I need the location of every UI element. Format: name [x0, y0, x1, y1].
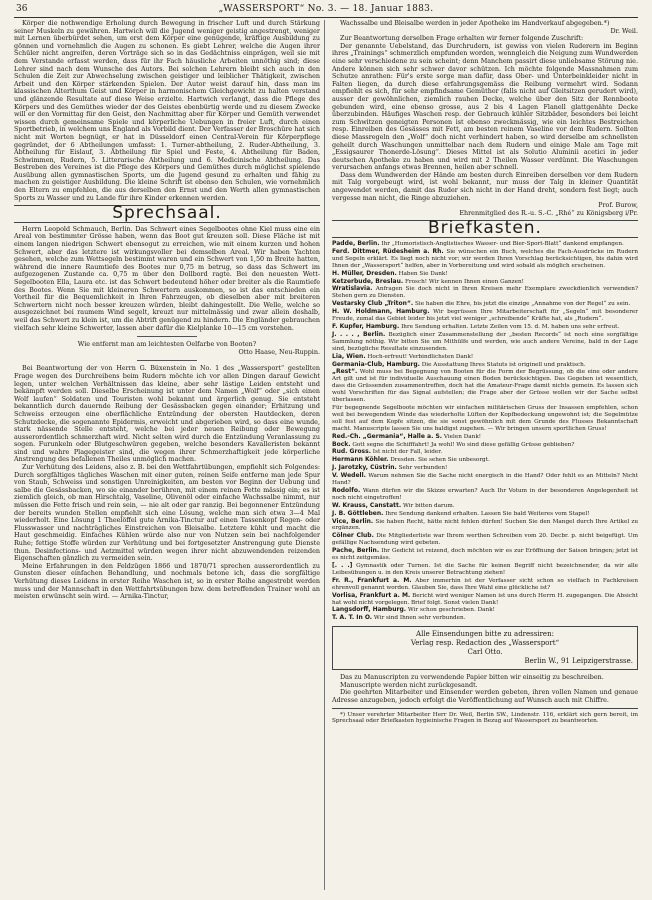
entry-text: Sie haben die Ehre, bis jetzt die einzige „Annahme von der Regel“ zu sein. [414, 301, 631, 308]
entry-recipient: Ketzerbude, Breslau. [332, 277, 404, 285]
answer-paragraph: Bei Beantwortung der von Herrn G. Büxenstein in No. 1 des „Wassersport“ gestellten Frage wegen des Durchreibens beim Rudern möchte ich vor allen Dingen darauf Gewicht legen, unter welchen Verhältnissen das kleine, aber sehr lästige Leiden entsteht und bekämpft werden soll. Dieselbe Erscheinung ist unter dem Namen „Wolf“ oder „sich einen Wolf laufen“ Soldaten und Touristen wohl bekannt und ärgerlich genug. Sie entsteht bekanntlich durch dauernde Reibung der Gesässbacken gegen einander; Erhitzung und Schweiss erzeugen eine oberflächliche Entzündung der obersten Hautdecken, deren Schutzdecke, die sogenannte Epidermis, erweicht und abgerieben wird, so dass eine wunde, stark nässende Stelle entsteht, welche bei jeder neuen Reibung oder Bewegung ausserordentlich schmerzhaft wird. Nicht selten wird durch die Entzündung Veranlassung zu sogen. Furunkeln oder Blutgeschwüren gegeben, welche besonders Kavalleristen bekannt sind und wahre Plagegeister sind, die wegen ihrer Schmerzhaftigkeit jede körperliche Anstrengung des befallenen Theiles unmöglich machen. [14, 364, 320, 464]
briefkasten-entry [332, 457, 638, 464]
entry-text: Sie haben Recht, hätte nicht fehlen dürfen! Suchen Sie den Mangel durch Ihre Artikel zu ergänzen. [332, 518, 639, 532]
briefkasten-entry [332, 309, 638, 323]
address-line: Alle Einsendungen bitte zu adressiren: [416, 630, 554, 639]
briefkasten-entry [332, 533, 638, 547]
entry-recipient: F. Kupfer, Hamburg. [332, 323, 400, 330]
entry-text: Ihre Sendung erhalten. Letzte Zeilen vom 15. d. M. haben uns sehr erfreut. [401, 324, 620, 330]
briefkasten-entry [332, 369, 638, 404]
header-rule [14, 17, 638, 18]
right-column [332, 20, 638, 725]
entry-recipient: Cölner Club. [332, 532, 374, 540]
address-line: Verlag resp. Redaction des „Wassersport“ [410, 639, 560, 648]
answer-signature: Dr. Weil. [610, 26, 638, 35]
divider [137, 360, 197, 361]
notice-paragraph: Das zu Manuscripten zu verwendende Papier bitten wir einseitig zu beschreiben. [340, 673, 604, 682]
entry-recipient: H. W. Holdmann, Hamburg. [332, 308, 430, 316]
entry-text: Sie wünschen ein Buch, welches die Fach-Ausdrücke im Rudern und Segeln erklärt. Es liegt noch nicht vor; wir werden Ihren Vorschlag berücksichtigen, bis dahin wird Ihnen der „Wassersport“ helfen, aber in Vorbereitung und wird sobald als möglich erscheinen. [332, 248, 639, 269]
entry-recipient: [. . .] [332, 562, 353, 569]
entry-text: Wohl muss bei Begegnung von Booten für die Form der Begrüssung, ob die eine oder andere Art gilt und ist für individuelle Auschauung einen Boden berücksichtigen. Das Gegeben ist wesentlich, dass die Grüssenden zusammentreffen, doch hat die Amateur-Frage damit nichts gemein. Es lassen sich wohl Vorschriften für das Signal aufstellen; die Frage aber der Grüsse wollen wir der Sache selbst überlassen. [332, 369, 638, 404]
briefkasten-entry [332, 301, 638, 308]
entry-recipient: Ferd. Dittmer, Rüdesheim a. Rh. [332, 247, 444, 255]
briefkasten-entry [332, 449, 638, 456]
entry-text: Ihr „Humoristisch-Anglistisches Wasser- und Bier-Sport-Blatt“ dankend empfangen. [381, 241, 624, 248]
entry-recipient: „Rest“. [332, 368, 358, 376]
entry-text: Sehr verbunden! [398, 465, 448, 472]
entry-text: Wir schon geschrieben. Dank! [407, 607, 495, 614]
page-number: 36 [16, 4, 28, 14]
entry-text: Bezüglich einer Zusammenstellung der „besten Records“ ist noch eine sorgfältige Sammlung nöthig. Wir bitten Sie um Mithülfe und werden, wie auch andere Vereine, bald in der Lage sind, bezügliche Resultate einzusenden. [332, 331, 639, 352]
entry-recipient: Bock. [332, 440, 351, 448]
entry-text: Gymnastik oder Turnen. Ist die Sache für keinen Begriff nicht bezeichnender, da wir alle Leibesübungen u. in den Kreis unserer Betrachtung ziehen! [332, 563, 638, 576]
entry-recipient: Vice, Berlin. [332, 517, 374, 525]
sprechsaal-heading: Sprechsaal. [112, 203, 222, 224]
entry-text: Vielen Dank! [443, 433, 482, 440]
signature-name: Prof. Burow, [598, 201, 638, 210]
briefkasten-entry [332, 519, 638, 533]
entry-recipient: Fr. R., Frankfurt a. M. [332, 576, 412, 584]
entry-recipient: Padde, Berlin. [332, 240, 380, 248]
briefkasten-entry [332, 563, 638, 577]
entry-text: Wann dürfen wir die Skizze erwarten? Auch Ihr Votum in der besonderen Angelegenheit ist noch nicht eingetroffen! [332, 487, 639, 501]
answer-paragraph: Zur Verhütung des Leidens, also z. B. bei den Wettfahrtübungen, empfiehlt sich Folgendes: Durch sorgfältiges tägliches Waschen mit einer guten, reinen Seife entferne man jede Spur von Staub, Schweiss und sonstigen Unreinigkeiten, am besten vor Beginn der Uebung und salbe die Gesässbacken, wo sie einander berühren, mit einem reinen Fette mässig ein; es ist ziemlich gleich, ob man Hirschtalg, Vaseline, Olivenöl oder einfache Wachssalbe nimmt, nur müssen die Fette frisch und rein sein, — nie alt oder gar ranzig. Bei begonnener Entzündung der bereits wunden Stellen empfiehlt sich eine Lösung, welche man sich etwa 3—4 Mal wiederholt. Eine Lösung 1 Theelöffel gute Arnika-Tinctur auf einen Tassenkopf Regen- oder Flusswasser und nachträgliches Einstreichen von Bleisalbe. Letztere kühlt und macht die Haut geschmeidig. Einfaches Kühlen würde also nur von Nutzen sein bei nachfolgender Ruhe; fettige Stoffe würden zur Verhütung und bei fortgesetzter Anstrengung gute Dienste thun. Desinfections- und Aetzmittel würden wegen ihrer nicht abzuwendenden reizenden Eigenschaften gänzlich zu vermeiden sein. [14, 463, 320, 563]
entry-recipient: Rodolfo. [332, 486, 361, 494]
entry-text: Gott segne die Schifffahrt! Ja wohl! Wo sind diese gefällig Grüsse geblieben? [352, 441, 575, 448]
running-head: „WASSERSPORT“ No. 3. — 18. Januar 1883. [218, 4, 434, 14]
answer-continuation: Wachssalbe und Bleisalbe werden in jeder Apotheke im Handverkauf abgegeben.*) [340, 19, 610, 27]
entry-recipient: Hermann Köhler. [332, 456, 389, 464]
briefkasten-entry [332, 503, 638, 510]
entry-recipient: V. Wedell. [332, 472, 366, 480]
entry-recipient: Vorlisa, Frankfurt a. M. [332, 591, 411, 599]
entry-text: Frosch! Wir kennen Ihnen einen Ganzen! [404, 278, 524, 285]
entry-recipient: J. . . . , Berlin. [332, 330, 386, 338]
briefkasten-entry [332, 405, 638, 433]
divider [137, 336, 197, 337]
notice-paragraph: Manuscripte werden nicht zurückgesandt. [340, 680, 478, 689]
entry-text: Für begegnende Segelboote möchten wir einfachen militärischen Gruss der Insassen empfehlen, schon weil bei bewegendem Winde das wiederholte Lüften der Kopfbedeckung ungewohnt ist; die Segelmütze soll fest auf dem Kopfe sitzen, die sie sonst gewöhnlich mit dem Grunde des Flusses Bekanntschaft macht. Manuscripte lassen Sie uns baldigst zugehen. — Wir bringen unsern sportlichen Gruss! [332, 404, 638, 432]
entry-recipient: Germania-Club, Hamburg. [332, 360, 420, 368]
briefkasten-entry [332, 511, 638, 518]
entry-recipient: T. A. T. In O. [332, 614, 373, 622]
briefkasten-entry [332, 241, 638, 248]
intro-paragraph: Zur Beantwortung derselben Frage erhalten wir ferner folgende Zuschrift: [340, 34, 584, 43]
briefkasten-entry [332, 593, 638, 607]
page-header [14, 4, 638, 18]
entry-text: Bericht wird weniger Namen ist uns durch Herrn H. zugegangen. Die Absicht hat wohl nicht vorgelegen. Brief folgt. Sonst vielen Dank! [332, 592, 639, 606]
signature-title: Ehrenmitglied des R.-u. S.-C. „Rhé“ zu Königsberg i/Pr. [459, 208, 638, 217]
briefkasten-entry [332, 324, 638, 331]
entry-text: Wir begrüssen Ihre Mitarbeiterschaft für „Segeln“ mit besonderer Freude, zumal das Gebiet leider bis jetzt viel weniger „schreibende“ Kräfte hat, als „Rudern“. [332, 309, 638, 323]
entry-recipient: Pache, Berlin. [332, 547, 380, 555]
sprechsaal-answer-schwert: Herrn Leopold Schmauch, Berlin. Das Schwert eines Segelbootes ohne Kiel muss eine ein Areal von bestimmter Grösse haben, wenn das Boot gut kreuzen soll. Diese Fläche ist mit einem langen niedrigen Schwert ebensogut zu erreichen, wie mit einem kurzen und hohen Schwert, aber das letztere ist wirkungsvoller bei demselben Areal. Wir haben Yachten gesehen, welche zum Wettsegeln bestimmt waren und ein Schwert von 1,50 m Breite hatten, während die innere Raumtiefe des Bootes nur 0,75 m betrug, so dass das Schwert im aufgezogenen Zustande ca. 0,75 m über den Dollbord ragte. Bei den neuesten Wett-Segelbooten Ella, Laura etc. ist das Schwert bedeutend höher oder breiter als die Raumtiefe des Bootes. Wenn Sie mit kleineren Schwertern auskommen, so ist das entschieden ein Vortheil für die Bequemlichkeit in Ihren Fahrzeugen, ob dieselben aber mit breiteren Schwertern nicht noch besser kreuzen würden, bleibt dahingestellt. Die Welle, welche so ausgezeichnet bei raumem Wind segelt, kreuzt nur mittelmässig und zwar allein deshalb, weil das Schwert zu klein ist, um die Abtrift genügend zu hindern. Die Engländer gebrauchen vielfach sehr kleine Schwerter, lassen aber dafür die Kielplanke 10—15 cm vorstehen. [14, 224, 320, 332]
entry-text: Anfragen Sie doch nicht in Ihren Kreisen mehr Exemplare zweckdienlich verwenden? Stehen gern zu Diensten. [332, 286, 639, 300]
briefkasten-entry [332, 578, 638, 592]
entry-text: Haben Sie Dank! [398, 270, 448, 277]
column-divider [324, 20, 325, 890]
entry-text: Wir bitten darum. [402, 502, 455, 509]
entry-text: Die Mitgliederliste war Ihrem werthen Schreiben vom 20. Decbr. p. nicht beigefügt. Um gefällige Nachsendung wird gebeten. [332, 533, 639, 547]
briefkasten-entry [332, 465, 638, 472]
entry-text: Warum nehmen Sie die Sache nicht energisch in die Hand? Oder fehlt es an Mitteln? Nicht Hand? [332, 473, 639, 487]
briefkasten-entry [332, 286, 638, 300]
question-author: Otto Haase, Neu-Ruppin. [238, 347, 320, 356]
answer-paragraph: Meine Erfahrungen in den Feldzügen 1866 und 1870/71 sprechen ausserordentlich zu Gunsten dieser einfachen Behandlung, und nochmals betone ich, dass die sorgfältige Verhütung dieses Leidens in erster Reihe Waschen ist, so in erster Reihe angestrebt werden muss und der Mannschaft in den Wettfahrtsübungen bzw. dem betreffenden Trainer wohl an meisten erwünscht sein wird. — Arnika-Tinctur, [14, 561, 320, 601]
entry-recipient: Vestarsky Club „Triton“. [332, 300, 414, 308]
briefkasten-entry [332, 548, 638, 562]
entry-recipient: Lia, Wien. [332, 352, 366, 360]
briefkasten-entry [332, 279, 638, 286]
entry-text: Die Ausstattung Ihres Statuts ist originell und praktisch. [421, 361, 586, 368]
footnote-rule [332, 708, 638, 709]
entry-recipient: Rud. Gross. [332, 448, 371, 456]
briefkasten-heading: Briefkasten. [428, 218, 542, 239]
entry-recipient: H. Müller, Dresden. [332, 269, 397, 277]
briefkasten-list [332, 241, 638, 622]
entry-recipient: W. Krauss, Canstatt. [332, 501, 402, 509]
entry-text: Dresden. Sie sehen Sie unbesorgt. [390, 457, 490, 464]
briefkasten-entry [332, 354, 638, 361]
entry-text: Ihr Gedicht ist reizend, doch möchten wir es zur Eröffnung der Saison bringen; jetzt ist es nicht zeitgemäss. [332, 548, 638, 562]
left-column [14, 20, 320, 601]
briefkasten-entry [332, 362, 638, 369]
entry-text: Ist nicht der Fall, leider. [372, 449, 443, 456]
address-box [332, 626, 638, 670]
entry-recipient: Wratislavia. [332, 285, 373, 293]
briefkasten-entry [332, 249, 638, 270]
entry-recipient: J. B. Göttleben. [332, 509, 384, 517]
briefkasten-entry [332, 607, 638, 614]
entry-text: Ihre Sendung dankend erhalten. Lassen Sie bald Weiteres vom Stapel! [385, 510, 590, 517]
footnote: *) Unser verehrter Mitarbeiter Herr Dr. Weil, Berlin SW., Lindenstr. 116, erklärt sich gern bereit, im Sprechsaal oder Briefkasten hygieinische Fragen in Bezug auf Wassersport zu beantworten. [332, 711, 638, 725]
address-line: Carl Otto. [467, 648, 503, 657]
entry-text: Wir sind Ihnen sehr verbunden. [373, 615, 466, 622]
entry-text: Aber immerhin ist der Verfasser sicht schon so vielfach in Fachkreisen ehrenvoll genannt worden. Glauben Sie, dass Ihre Wahl eine glückliche ist? [332, 577, 639, 591]
briefkasten-entry [332, 271, 638, 278]
briefkasten-entry [332, 473, 638, 487]
briefkasten-entry [332, 615, 638, 622]
answer-paragraph: Der genannte Uebelstand, das Durchrudern, ist gewiss von vielen Ruderern im Beginn ihres „Trainings“ schmerzlich empfunden worden, wenngleich die Neigung zum Wundwerden eine sehr verschiedene zu sein scheint; denn Manchem passirt diese unliebsame Störung nie. Andere können sich sehr schwer davor schützen. Ich möchte folgende Massnahmen zum Schutze anrathen: Für's erste sorge man dafür, dass Ober- und Unterbeinkleider nicht in Falten liegen, da durch diese erfahrungsgemäss die Reibung vermehrt wird. Sodann empfiehlt es sich, für sehr empfindsame Gemüther (falls nicht auf Gleitsitzen gerudert wird), ausser der gewöhnlichen, ziemlich rauhen Decke, welche über den Sitz der Rennboote gebunden wird, eine ebenso grosse, aus 2 bis 4 Lagen Flanell glattgenähte Decke überzubinden. Häufiges Waschen resp. der Gebrauch kühler Sitzbäder, besonders bei leicht zum Schwitzen geneigten Personen ist ebenso zweckmässig, wie ein leichtes Bestreichen resp. Einreiben des Gesässes mit Fett, am besten reinem Vaseline vor dem Rudern. Sollten diese Massregeln den „Wolf“ doch nicht verhindert haben, so wird derselbe am schnellsten geheilt durch Waschungen unmittelbar nach dem Rudern und einige Male am Tage mit „Essigsaurer Thonerde-Lösung“. Dieses Mittel ist als Solutio Aluminii acetici in jeder deutschen Apotheke zu haben und wird mit 2 Theilen Wasser verdünnt. Die Waschungen verursachen anfangs etwas Brennen, heilen aber schnell. [332, 41, 638, 172]
entry-recipient: Red.-Ch. „Germania“, Halle a. S. [332, 432, 443, 440]
entry-recipient: J. Jarotzky, Cüstrin. [332, 464, 397, 472]
briefkasten-entry [332, 488, 638, 502]
briefkasten-entry [332, 442, 638, 449]
notice-paragraph: Die geehrten Mitarbeiter und Einsender werden gebeten, ihren vollen Namen und genaue Adresse anzugeben, jedoch erfolgt die Veröffentlichung auf Wunsch auch mit Chiffre. [332, 688, 638, 705]
entry-recipient: Langsdorff, Hamburg. [332, 606, 407, 614]
answer-paragraph: Dass dem Wundwerden der Hände am besten durch Einreiben derselben vor dem Rudern mit Talg vorgebeugt wird, ist wohl bekannt, nur muss der Talg in kleiner Quantität angewendet werden, damit das Ruder sich nicht in der Hand dreht, sondern fest liegt; auch vergesse man nicht, die Ringe abzuziehen. [332, 170, 638, 202]
reader-question: Wie entfernt man am leichtesten Oelfarbe von Booten? [77, 340, 257, 349]
book-review-paragraph: Körper die nothwendige Erholung durch Bewegung in frischer Luft und durch Stärkung seiner Muskeln zu gewähren. Hartwich will die Jugend weniger geistig angestrengt, weniger mit Lernen überbürdet sehen, um erst dem Körper eine genügende, kräftige Ausbildung zu gönnen und vornehmlich die Augen zu schonen. Es giebt Lehrer, welche die Augen ihrer Schüler nicht angreifen, deren Vorträge sich so in das Gedächtniss einprägen, weil sie mit dem Verstande erfasst werden, dass für ihr Fach häusliche Arbeiten unnöthig sind; diese Lehrer sind nach dem Wunsche des Autors. Bei solchen Lehrern bleibt sich auch in den Schulen die Zeit zur Abwechselung zwischen geistiger und leiblicher Thätigkeit, zwischen Arbeit und den Körper stärkenden Spielen. Der Autor weist darauf hin, dass man im klassischen Alterthum Geist und Körper in harmonischem Gleichgewicht zu halten verstand und glänzende Resultate auf diese Weise erzielte. Hartwich verlangt, dass die Pflege des Körpers und des Gemüthes wieder der des Geistes ebenbürtig werde und zu diesem Zwecke will er den Vormittag für den Geist, den Nachmittag aber für Körper und Gemüth verwendet wissen durch gemeinsame Spiele und körperliche Uebungen in freier Luft, durch einen Sportbetrieb, in welchem uns England als Vorbild dient. Der Verfasser der Broschüre hat sich nicht mit Worten begnügt, er hat in Düsseldorf einen Central-Verein für Körperpflege gegründet, der 6 Abtheilungen umfasst: 1. Turner-abtheilung, 2. Ruder-Abtheilung, 3. Abtheilung für Eislauf, 3. Abtheilung für Spiel und Feste, 4. Abtheilung für Baden, Schwimmen, Rudern, 5. Litterarische Abtheilung und 6. Medicinische Abtheilung. Das Bestreben des Vereines ist die Pflege des Körpers und Gemüthes durch möglichst spielende Ausübung allen gymnastischen Sports, um die Jugend gesund zu erhalten und fähig zu machen zu geistiger Ausbildung. Die kleine Schrift ist ebenso den Schulen, wie vornehmlich den Eltern zu empfehlen, die aus derselben den Ernst und den Werth allen gymnastischen Sports zu Wasser und zu Lande für ihre Kinder erkennen werden. [14, 19, 320, 202]
briefkasten-entry [332, 434, 638, 441]
entry-text: Hoch-erfreut! Verbindlichsten Dank! [367, 353, 474, 360]
address-line: Berlin W., 91 Leipzigerstrasse. [524, 657, 633, 666]
briefkasten-entry [332, 332, 638, 353]
